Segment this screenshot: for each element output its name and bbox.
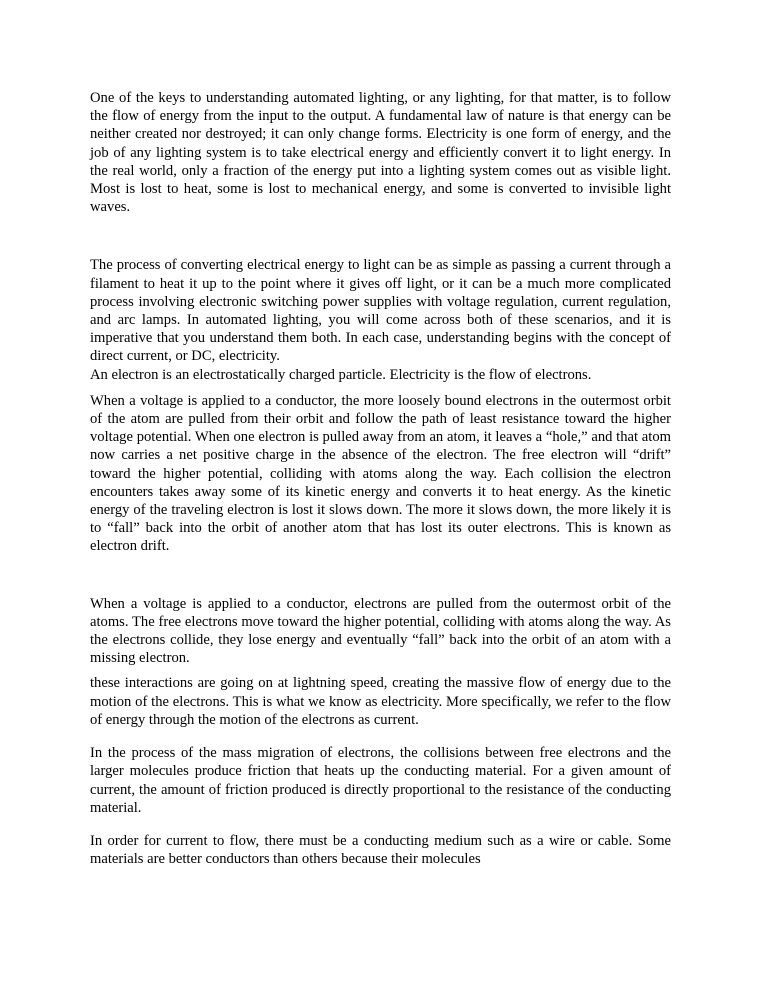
paragraph-friction: In the process of the mass migration of electrons, the collisions between free electrons and the larger molecules produce friction that heats up the conducting material. For a given amount of current, the amount of friction produced is directly proportional to the resistance of the conducting material.: [90, 745, 671, 816]
paragraph-voltage-conductor: When a voltage is applied to a conductor, electrons are pulled from the outermost orbit of the atoms. The free electrons move toward the higher potential, colliding with atoms along the way. As the electrons collide, they lose energy and eventually “fall” back into the orbit of an atom with a missing electron.: [90, 595, 671, 667]
document-page: [90, 89, 671, 868]
paragraph-electron-definition: An electron is an electrostatically charged particle. Electricity is the flow of electrons.: [90, 366, 592, 383]
paragraph-energy-flow: One of the keys to understanding automated lighting, or any lighting, for that matter, is to follow the flow of energy from the input to the output. A fundamental law of nature is that energy can be neither created nor destroyed; it can only change forms. Electricity is one form of energy, and the job of any lighting system is to take electrical energy and efficiently convert it to light energy. In the real world, only a fraction of the energy put into a lighting system comes out as visible light. Most is lost to heat, some is lost to mechanical energy, and some is converted to invisible light waves.: [90, 90, 671, 216]
paragraph-electron-drift: When a voltage is applied to a conductor, the more loosely bound electrons in the outermost orbit of the atom are pulled from their orbit and follow the path of least resistance toward the higher voltage potential. When one electron is pulled away from an atom, it leaves a “hole,” and that atom now carries a net positive charge in the absence of the electron. The free electron will “drift” toward the higher potential, colliding with atoms along the way. Each collision the electron encounters takes away some of its kinetic energy and converts it to heat energy. As the kinetic energy of the traveling electron is lost it slows down. The more it slows down, the more likely it is to “fall” back into the orbit of another atom that has lost its outer electrons. This is known as electron drift.: [90, 392, 671, 555]
paragraph-current: these interactions are going on at lightning speed, creating the massive flow of energy due to the motion of the electrons. This is what we know as electricity. More specifically, we refer to the flow of energy through the motion of the electrons as current.: [90, 675, 671, 728]
paragraph-converting-energy: The process of converting electrical energy to light can be as simple as passing a current through a filament to heat it up to the point where it gives off light, or it can be a much more complicated process involving electronic switching power supplies with voltage regulation, current regulation, and arc lamps. In automated lighting, you will come across both of these scenarios, and it is imperative that you understand them both. In each case, understanding begins with the concept of direct current, or DC, electricity.: [90, 257, 671, 365]
paragraph-conducting-medium: In order for current to flow, there must be a conducting medium such as a wire or cable. Some materials are better conductors than others because their molecules: [90, 832, 671, 868]
